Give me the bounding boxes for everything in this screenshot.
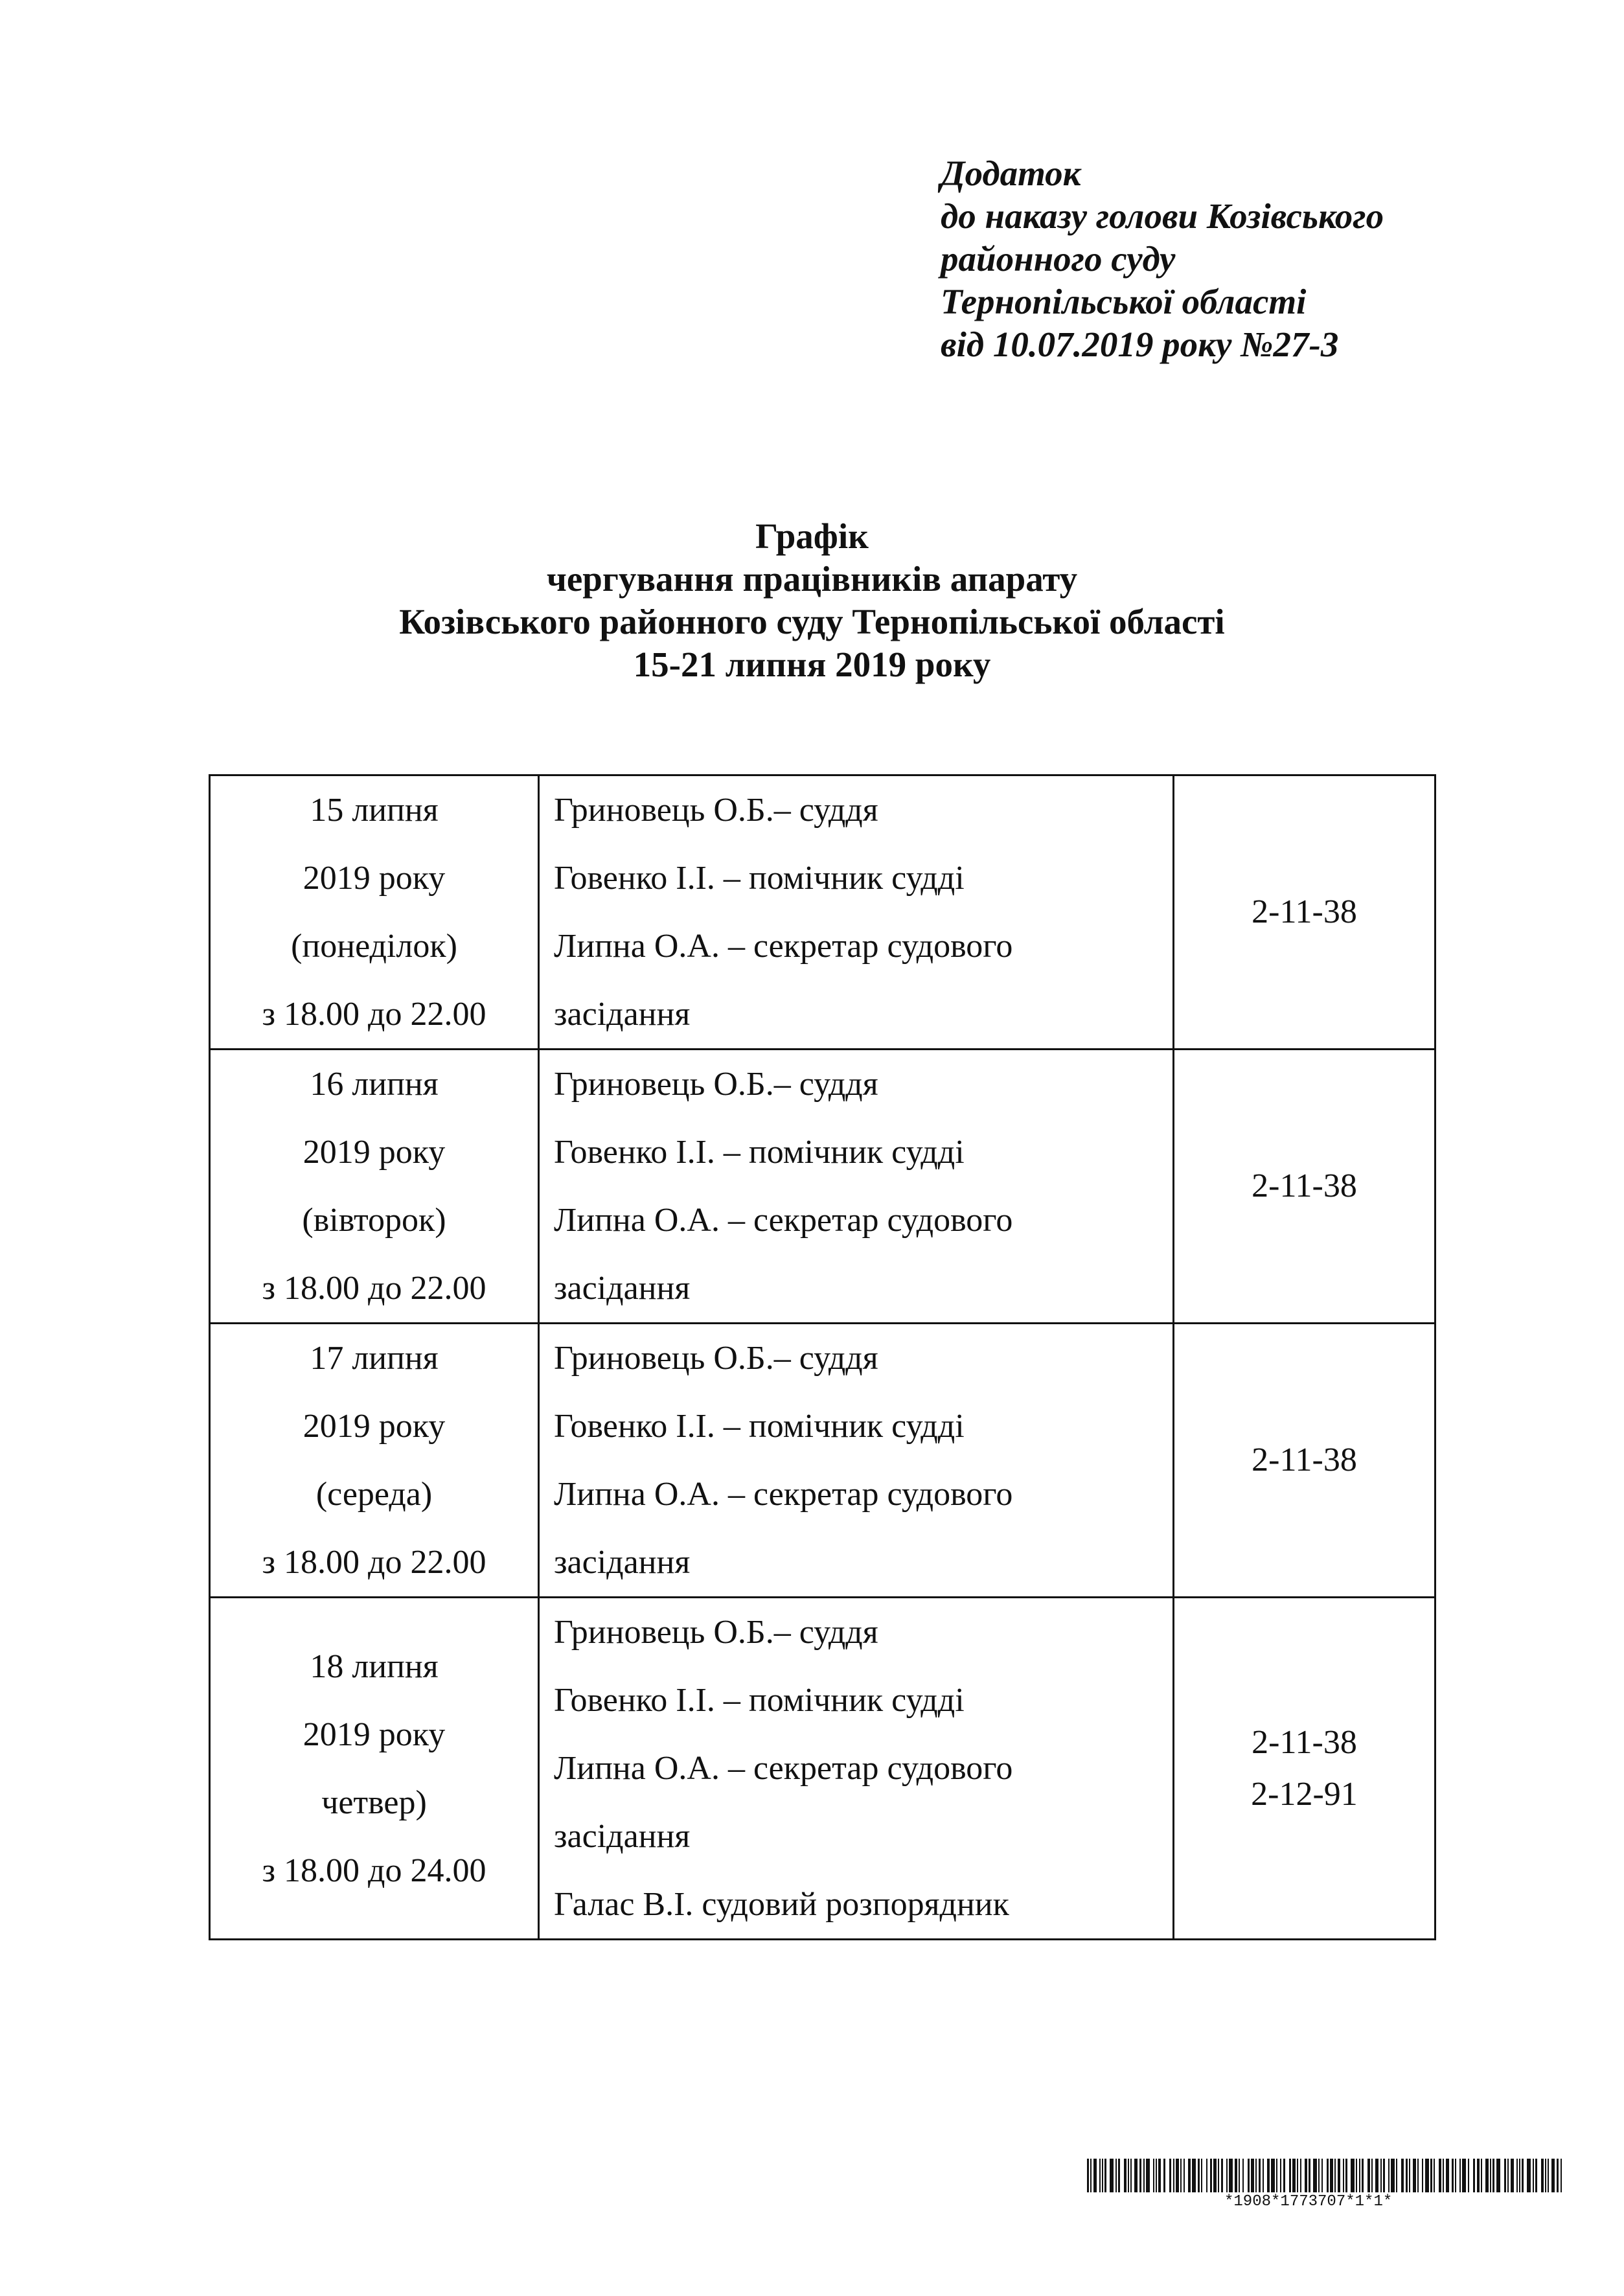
barcode-bar: [1239, 2159, 1240, 2192]
barcode-bar: [1300, 2159, 1301, 2192]
barcode-bar: [1229, 2159, 1233, 2192]
barcode-bar: [1218, 2159, 1219, 2192]
barcode-bar: [1102, 2159, 1103, 2192]
barcode-bar: [1267, 2159, 1270, 2192]
date-line: (понеділок): [291, 928, 457, 965]
date-line: 2019 року: [303, 1408, 446, 1445]
staff-line: Говенко І.І. – помічник судді: [554, 1682, 965, 1719]
barcode-bar: [1380, 2159, 1382, 2192]
title-line: Графік: [755, 516, 869, 556]
document-title: [0, 515, 1624, 686]
date-line: (вівторок): [302, 1202, 446, 1239]
barcode-bar: [1516, 2159, 1518, 2192]
barcode-graphic: [1087, 2159, 1563, 2192]
staff-line: Гриновець О.Б.– суддя: [554, 1066, 878, 1103]
phone-cell: [1174, 1324, 1435, 1598]
barcode-bar: [1477, 2159, 1480, 2192]
barcode-bar: [1198, 2159, 1200, 2192]
barcode-bar: [1090, 2159, 1092, 2192]
date-line: з 18.00 до 22.00: [262, 1544, 486, 1581]
barcode-bar: [1417, 2159, 1419, 2192]
barcode-bar: [1192, 2159, 1196, 2192]
title-line: Козівського районного суду Тернопільської області: [399, 602, 1225, 641]
staff-line: Липна О.А. – секретар судового: [554, 1750, 1013, 1787]
date-line: четвер): [321, 1784, 427, 1821]
barcode-bar: [1087, 2159, 1089, 2192]
barcode-bar: [1367, 2159, 1370, 2192]
barcode-bar: [1535, 2159, 1537, 2192]
barcode-bar: [1134, 2159, 1138, 2192]
barcode-bar: [1213, 2159, 1217, 2192]
staff-line: засідання: [554, 1544, 691, 1581]
barcode-bar: [1276, 2159, 1277, 2192]
barcode-bar: [1146, 2159, 1150, 2192]
barcode-bar: [1124, 2159, 1127, 2192]
barcode-bar: [1309, 2159, 1310, 2192]
annex-line: від 10.07.2019 року №27-3: [941, 325, 1339, 364]
duty-schedule-table: [209, 774, 1436, 1940]
barcode-bar: [1259, 2159, 1261, 2192]
barcode-bar: [1118, 2159, 1120, 2192]
barcode-bar: [1413, 2159, 1416, 2192]
staff-line: Галас В.І. судовий розпорядник: [554, 1886, 1009, 1923]
barcode-bar: [1289, 2159, 1291, 2192]
date-cell: [210, 1598, 539, 1940]
staff-line: Липна О.А. – секретар судового: [554, 1476, 1013, 1513]
barcode-bar: [1490, 2159, 1491, 2192]
barcode-bar: [1330, 2159, 1333, 2192]
barcode-bar: [1391, 2159, 1395, 2192]
barcode-bar: [1321, 2159, 1323, 2192]
annex-header: [941, 152, 1524, 366]
barcode-bar: [1248, 2159, 1250, 2192]
staff-line: Говенко І.І. – помічник судді: [554, 1408, 965, 1445]
barcode-bar: [1511, 2159, 1514, 2192]
barcode-bar: [1439, 2159, 1441, 2192]
phone-cell: [1174, 1598, 1435, 1940]
staff-cell: [539, 1324, 1174, 1598]
barcode-bar: [1153, 2159, 1154, 2192]
barcode-text: *1908*1773707*1*1*: [1224, 2193, 1393, 2210]
barcode-bar: [1541, 2159, 1544, 2192]
barcode-bar: [1492, 2159, 1494, 2192]
barcode-bar: [1156, 2159, 1157, 2192]
barcode-bar: [1507, 2159, 1509, 2192]
barcode-bar: [1283, 2159, 1285, 2192]
barcode-bar: [1430, 2159, 1432, 2192]
table-row: [210, 1598, 1435, 1940]
barcode-bar: [1099, 2159, 1101, 2192]
barcode-bar: [1143, 2159, 1145, 2192]
date-line: 15 липня: [310, 792, 439, 829]
table-row: [210, 1050, 1435, 1324]
staff-line: засідання: [554, 996, 691, 1033]
phone-number: 2-12-91: [1251, 1775, 1358, 1813]
phone-cell: [1174, 775, 1435, 1050]
barcode-bar: [1128, 2159, 1129, 2192]
annex-line: Тернопільської області: [941, 282, 1307, 321]
staff-line: Липна О.А. – секретар судового: [554, 1202, 1013, 1239]
barcode-bar: [1462, 2159, 1466, 2192]
barcode-bar: [1206, 2159, 1207, 2192]
date-cell: [210, 775, 539, 1050]
staff-line: Липна О.А. – секретар судового: [554, 928, 1013, 965]
staff-line: Гриновець О.Б.– суддя: [554, 792, 878, 829]
staff-line: Гриновець О.Б.– суддя: [554, 1614, 878, 1651]
date-line: з 18.00 до 22.00: [262, 1270, 486, 1307]
barcode-bar: [1251, 2159, 1254, 2192]
date-line: з 18.00 до 24.00: [262, 1852, 486, 1889]
staff-line: Говенко І.І. – помічник судді: [554, 1134, 965, 1171]
staff-line: Гриновець О.Б.– суддя: [554, 1340, 878, 1377]
barcode-bar: [1271, 2159, 1275, 2192]
barcode-bar: [1139, 2159, 1141, 2192]
barcode-bar: [1551, 2159, 1555, 2192]
barcode-bar: [1235, 2159, 1237, 2192]
barcode-bar: [1163, 2159, 1165, 2192]
barcode-bar: [1409, 2159, 1410, 2192]
barcode-bar: [1468, 2159, 1469, 2192]
barcode-bar: [1452, 2159, 1454, 2192]
barcode-bar: [1443, 2159, 1444, 2192]
annex-line: до наказу голови Козівського: [941, 196, 1384, 236]
annex-line: Додаток: [941, 154, 1081, 193]
phone-cell: [1174, 1050, 1435, 1324]
barcode-bar: [1210, 2159, 1212, 2192]
barcode-bar: [1496, 2159, 1500, 2192]
date-line: 2019 року: [303, 860, 446, 897]
barcode-bar: [1338, 2159, 1340, 2192]
barcode-bar: [1422, 2159, 1423, 2192]
barcode-bar: [1297, 2159, 1298, 2192]
barcode-bar: [1519, 2159, 1520, 2192]
barcode-bar: [1561, 2159, 1562, 2192]
title-line: чергування працівників апарату: [546, 559, 1078, 599]
date-line: 17 липня: [310, 1340, 439, 1377]
date-cell: [210, 1050, 539, 1324]
barcode-bar: [1226, 2159, 1228, 2192]
staff-cell: [539, 775, 1174, 1050]
barcode-bar: [1504, 2159, 1506, 2192]
barcode-bar: [1292, 2159, 1296, 2192]
barcode-bar: [1485, 2159, 1489, 2192]
barcode-bar: [1334, 2159, 1336, 2192]
date-line: 2019 року: [303, 1134, 446, 1171]
table-row: [210, 775, 1435, 1050]
barcode-bar: [1371, 2159, 1373, 2192]
barcode-bar: [1093, 2159, 1097, 2192]
barcode-bar: [1110, 2159, 1114, 2192]
barcode-bar: [1104, 2159, 1106, 2192]
date-cell: [210, 1324, 539, 1598]
barcode-bar: [1548, 2159, 1549, 2192]
barcode-bar: [1351, 2159, 1355, 2192]
date-line: 16 липня: [310, 1066, 439, 1103]
staff-cell: [539, 1050, 1174, 1324]
barcode-bar: [1169, 2159, 1171, 2192]
barcode-bar: [1263, 2159, 1264, 2192]
barcode-bar: [1176, 2159, 1179, 2192]
phone-number: 2-11-38: [1252, 893, 1357, 930]
barcode-bar: [1383, 2159, 1385, 2192]
barcode-bar: [1396, 2159, 1397, 2192]
barcode-bar: [1359, 2159, 1360, 2192]
barcode-bar: [1356, 2159, 1357, 2192]
barcode-bar: [1242, 2159, 1244, 2192]
barcode-bar: [1522, 2159, 1524, 2192]
barcode-bar: [1473, 2159, 1475, 2192]
barcode-bar: [1401, 2159, 1404, 2192]
barcode-bar: [1158, 2159, 1161, 2192]
barcode-bar: [1305, 2159, 1307, 2192]
staff-line: засідання: [554, 1818, 691, 1855]
barcode-bar: [1446, 2159, 1449, 2192]
barcode-bar: [1313, 2159, 1317, 2192]
barcode-bar: [1221, 2159, 1223, 2192]
barcode-bar: [1481, 2159, 1482, 2192]
barcode-bar: [1406, 2159, 1408, 2192]
barcode-bar: [1388, 2159, 1390, 2192]
barcode-bar: [1527, 2159, 1531, 2192]
barcode-bar: [1362, 2159, 1364, 2192]
phone-number: 2-11-38: [1252, 1167, 1357, 1204]
table-row: [210, 1324, 1435, 1598]
barcode-bar: [1533, 2159, 1534, 2192]
barcode-bar: [1459, 2159, 1461, 2192]
date-line: (середа): [315, 1476, 433, 1513]
annex-line: районного суду: [941, 239, 1176, 279]
barcode-bar: [1173, 2159, 1174, 2192]
staff-line: засідання: [554, 1270, 691, 1307]
barcode-bar: [1327, 2159, 1329, 2192]
date-line: 2019 року: [303, 1716, 446, 1753]
barcode-bar: [1375, 2159, 1378, 2192]
barcode-bar: [1184, 2159, 1185, 2192]
barcode-bar: [1180, 2159, 1182, 2192]
barcode-bar: [1545, 2159, 1546, 2192]
barcode-bar: [1280, 2159, 1281, 2192]
staff-cell: [539, 1598, 1174, 1940]
title-line: 15-21 липня 2019 року: [633, 645, 991, 684]
barcode-bar: [1345, 2159, 1347, 2192]
barcode-bar: [1343, 2159, 1344, 2192]
barcode-bar: [1557, 2159, 1559, 2192]
barcode-bar: [1255, 2159, 1257, 2192]
barcode-bar: [1130, 2159, 1132, 2192]
date-line: 18 липня: [310, 1647, 439, 1685]
phone-number: 2-11-38: [1252, 1441, 1357, 1478]
date-line: з 18.00 до 22.00: [262, 996, 486, 1033]
barcode-bar: [1434, 2159, 1435, 2192]
barcode-bar: [1188, 2159, 1191, 2192]
barcode-bar: [1455, 2159, 1456, 2192]
barcode-bar: [1201, 2159, 1202, 2192]
phone-number: 2-11-38: [1252, 1723, 1357, 1761]
barcode-bar: [1115, 2159, 1117, 2192]
staff-line: Говенко І.І. – помічник судді: [554, 860, 965, 897]
barcode-bar: [1318, 2159, 1320, 2192]
barcode-bar: [1425, 2159, 1429, 2192]
